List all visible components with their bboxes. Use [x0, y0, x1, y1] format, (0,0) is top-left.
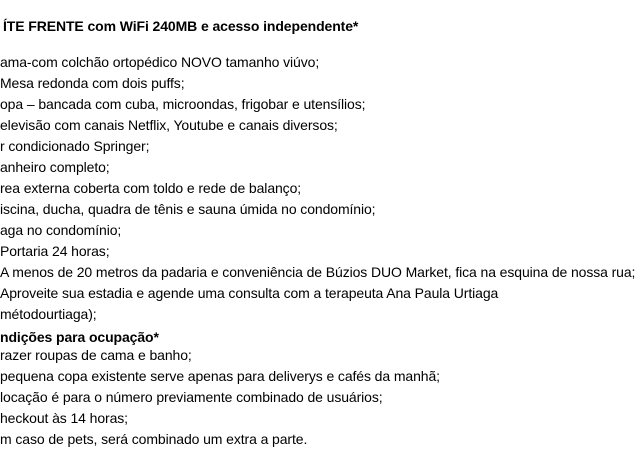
amenity-item: aga no condomínio; — [0, 222, 122, 238]
condition-item: heckout às 14 horas; — [0, 410, 128, 426]
conditions-heading: ndições para ocupação* — [0, 329, 159, 345]
amenity-item: iscina, ducha, quadra de tênis e sauna úmida no condomínio; — [0, 201, 376, 217]
condition-item: razer roupas de cama e banho; — [0, 347, 192, 363]
amenity-item: A menos de 20 metros da padaria e conveniência de Búzios DUO Market, fica na esquina de nossa rua; — [0, 264, 635, 280]
amenity-item: métodourtiaga); — [0, 306, 97, 322]
amenity-item: anheiro completo; — [0, 159, 110, 175]
amenity-item: r condicionado Springer; — [0, 138, 150, 154]
amenity-item: Portaria 24 horas; — [0, 243, 110, 259]
amenity-item: ama-com colchão ortopédico NOVO tamanho viúvo; — [0, 54, 320, 70]
amenity-item: elevisão com canais Netflix, Youtube e canais diversos; — [0, 117, 338, 133]
amenity-item: rea externa coberta com toldo e rede de balanço; — [0, 180, 302, 196]
condition-item: m caso de pets, será combinado um extra a parte. — [0, 431, 308, 447]
condition-item: locação é para o número previamente combinado de usuários; — [0, 389, 383, 405]
amenity-item: Aproveite sua estadia e agende uma consulta com a terapeuta Ana Paula Urtiaga — [0, 285, 499, 301]
suite-heading: ÍTE FRENTE com WiFi 240MB e acesso independente* — [3, 18, 359, 34]
amenity-item: opa – bancada com cuba, microondas, frigobar e utensílios; — [0, 96, 366, 112]
amenity-item: Mesa redonda com dois puffs; — [0, 75, 185, 91]
condition-item: pequena copa existente serve apenas para deliverys e cafés da manhã; — [0, 368, 440, 384]
